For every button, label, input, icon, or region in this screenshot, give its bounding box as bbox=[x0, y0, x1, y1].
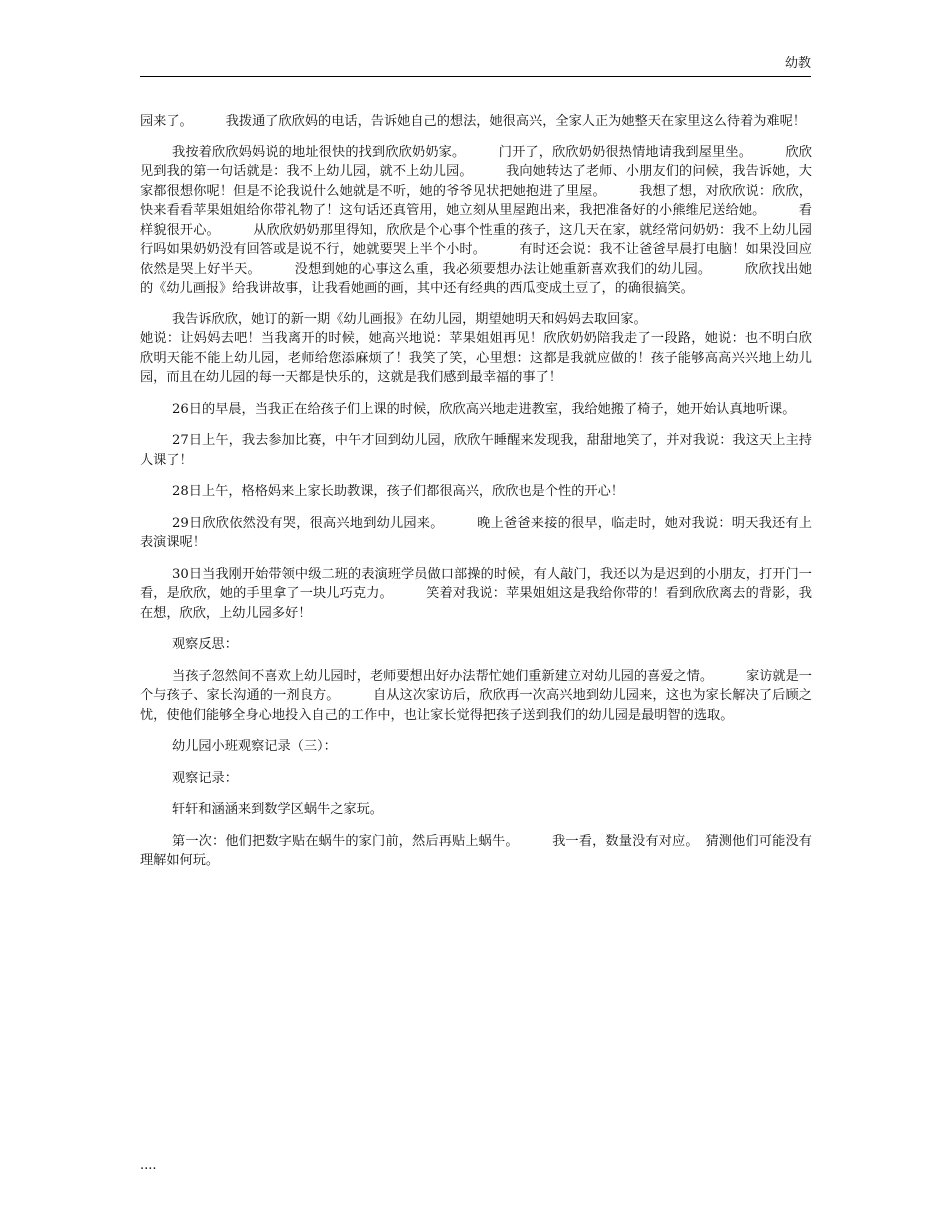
paragraph-2: 我按着欣欣妈妈说的地址很快的找到欣欣奶奶家。 门开了，欣欣奶奶很热情地请我到屋里坐。 欣欣见到我的第一句话就是：我不上幼儿园，就不上幼儿园。 我向她转达了老师、小朋友们的问候，我告诉她，大家都很想你呢！但是不论我说什么她就是不听，她的爷爷见状把她抱进了里屋。 我想了想，对欣欣说：欣欣，快来看看苹果姐姐给你带礼物了！这句话还真管用，她立刻从里屋跑出来，我把准备好的小熊维尼送给她。 看样貌很开心。 从欣欣奶奶那里得知，欣欣是个心事个性重的孩子，这几天在家，就经常问奶奶：我不上幼儿园行吗如果奶奶没有回答或是说不行，她就要哭上半个小时。 有时还会说：我不让爸爸早晨打电脑！如果没回应依然是哭上好半天。 没想到她的心事这么重，我必须要想办法让她重新喜欢我们的幼儿园。 欣欣找出她的《幼儿画报》给我讲故事，让我看她画的画，其中还有经典的西瓜变成土豆了，的确很搞笑。 bbox=[140, 144, 812, 296]
document-body bbox=[140, 112, 812, 871]
paragraph-1: 园来了。 我拨通了欣欣妈的电话，告诉她自己的想法，她很高兴，全家人正为她整天在家里这么待着为难呢！ bbox=[140, 114, 806, 129]
paragraph-7: 28日上午，格格妈来上家长助教课，孩子们都很高兴，欣欣也是个性的开心！ bbox=[172, 484, 624, 499]
section-heading-record-3: 幼儿园小班观察记录（三）： bbox=[172, 739, 337, 754]
paragraph-8: 29日欣欣依然没有哭，很高兴地到幼儿园来。 晚上爸爸来接的很早，临走时，她对我说：明天我还有上表演课呢！ bbox=[140, 515, 812, 550]
paragraph-6: 27日上午，我去参加比赛，中午才回到幼儿园，欣欣午睡醒来发现我，甜甜地笑了，并对我说：我这天上主持人课了！ bbox=[140, 433, 812, 468]
page-header bbox=[140, 56, 811, 77]
paragraph-4: 她说：让妈妈去吧！当我离开的时候，她高兴地说：苹果姐姐再见！欣欣奶奶陪我走了一段路，她说：也不明白欣欣明天能不能上幼儿园，老师给您添麻烦了！我笑了笑，心里想：这都是我就应做的！孩子能够高高兴兴地上幼儿园，而且在幼儿园的每一天都是快乐的，这就是我们感到最幸福的事了！ bbox=[140, 331, 812, 385]
paragraph-12: 第一次：他们把数字贴在蜗牛的家门前，然后再贴上蜗牛。 我一看，数量没有对应。 猜测他们可能没有理解如何玩。 bbox=[140, 833, 812, 868]
paragraph-9: 30日当我刚开始带领中级二班的表演班学员做口部操的时候，有人敲门，我还以为是迟到的小朋友，打开门一看，是欣欣，她的手里拿了一块儿巧克力。 笑着对我说：苹果姐姐这是我给你带的！看到欣欣离去的背影，我在想，欣欣，上幼儿园多好！ bbox=[140, 566, 812, 621]
paragraph-5: 26日的早晨，当我正在给孩子们上课的时候，欣欣高兴地走进教室，我给她搬了椅子，她开始认真地听课。 bbox=[172, 401, 796, 417]
footer-ellipsis: .... bbox=[140, 1158, 157, 1173]
paragraph-10: 当孩子忽然间不喜欢上幼儿园时，老师要想出好办法帮忙她们重新建立对幼儿园的喜爱之情。 家访就是一个与孩子、家长沟通的一剂良方。 自从这次家访后，欣欣再一次高兴地到幼儿园来，这也为家长解决了后顾之忧，使他们能够全身心地投入自己的工作中，也让家长觉得把孩子送到我们的幼儿园是最明智的选取。 bbox=[140, 668, 812, 723]
header-label: 幼教 bbox=[784, 56, 811, 71]
section-heading-reflection: 观察反思： bbox=[172, 637, 238, 652]
section-heading-observation: 观察记录： bbox=[172, 770, 238, 786]
paragraph-11: 轩轩和涵涵来到数学区蜗牛之家玩。 bbox=[172, 802, 383, 817]
paragraph-3: 我告诉欣欣，她订的新一期《幼儿画报》在幼儿园，期望她明天和妈妈去取回家。 bbox=[172, 311, 647, 327]
